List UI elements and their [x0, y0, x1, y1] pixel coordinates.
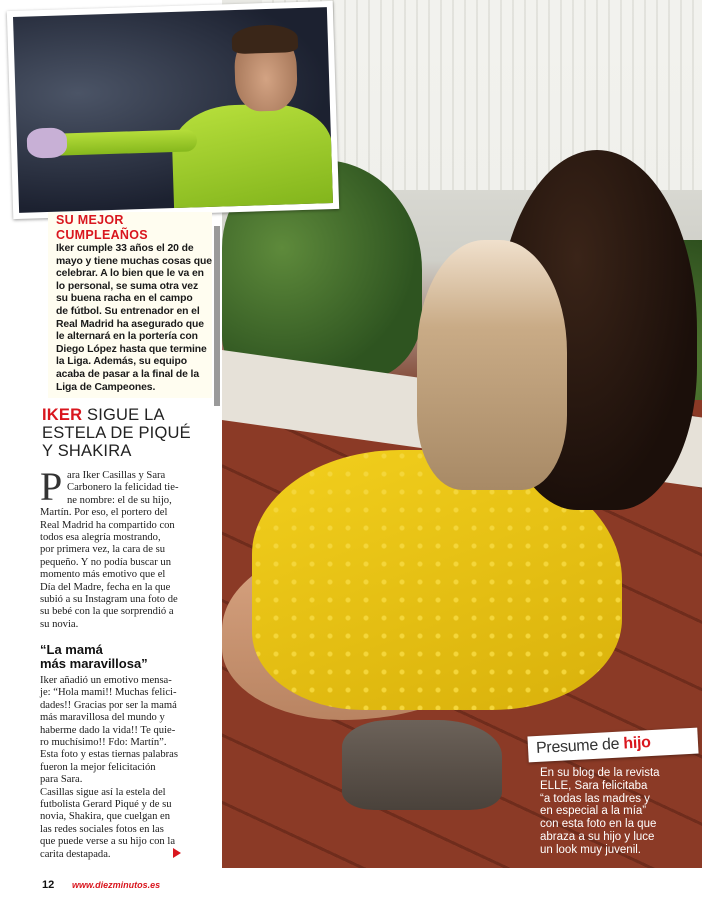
caption-tag-highlight: hijo	[622, 734, 652, 753]
subhead-line: “La mamá	[40, 642, 103, 657]
sidebar-text-line: Diego López hasta que termine	[56, 343, 207, 355]
sidebar-text-line: le alternará en la portería con	[56, 331, 198, 343]
article-line: Esta foto y estas tiernas palabras	[40, 749, 178, 761]
article-line: futbolista Gerard Piqué y de su	[40, 799, 172, 811]
caption-line: con esta foto en la que	[540, 818, 657, 831]
page-number: 12	[42, 879, 55, 891]
sidebar-text-line: mayo y tiene muchas cosas que	[56, 255, 212, 267]
caption-line: “a todas las madres y	[540, 792, 650, 805]
article-line: Casillas sigue así la estela del	[40, 786, 166, 798]
sidebar-text-line: Real Madrid ha asegurado que	[56, 318, 204, 330]
headline-highlight: IKER	[42, 406, 83, 424]
sidebar-text-line: acaba de pasar a la final de la	[56, 368, 200, 380]
caption-line: En su blog de la revista	[540, 767, 660, 779]
article-line: que puede verse a su hijo con la	[40, 836, 176, 848]
headline-line	[42, 406, 220, 424]
green-jersey	[171, 102, 333, 213]
caption-line: en especial a la mía”	[540, 805, 647, 818]
article-line: dades!! Gracias por ser la mamá	[40, 699, 177, 711]
article-body-continued	[40, 675, 186, 861]
article-line: subió a su Instagram una foto de	[40, 594, 178, 606]
player-head	[234, 30, 298, 112]
sidebar-text-line: su buena racha en el campo	[56, 293, 193, 305]
caption-line: un look muy juvenil.	[540, 843, 641, 856]
article-line: Día del Madre, fecha en la que	[40, 581, 171, 593]
headline-line: ESTELA DE PIQUÉ	[42, 424, 191, 442]
article-line: ro muchísimo!! Fdo: Martín”.	[40, 737, 167, 749]
sidebar-text-line: la Liga. Además, su equipo	[56, 356, 187, 368]
sidebar-box	[48, 212, 212, 398]
article-line: ara Iker Casillas y Sara	[67, 470, 166, 481]
inset-photo-frame	[7, 1, 339, 219]
caption-tag-text	[536, 734, 651, 758]
sidebar-title-line: SU MEJOR	[56, 213, 124, 227]
article-line: más maravillosa del mundo y	[40, 712, 165, 724]
caption-tag-prefix: Presume de	[535, 735, 624, 758]
article-line: todos esa alegría mostrando,	[40, 532, 161, 544]
caption-line: abraza a su hijo y luce	[540, 830, 655, 843]
goalkeeper-photo	[13, 7, 333, 213]
sidebar-text	[56, 243, 212, 394]
article-line: su bebé con la que sorprendió a	[40, 606, 174, 618]
sidebar-text-line: Liga de Campeones.	[56, 381, 156, 393]
sidebar-title	[56, 213, 216, 243]
pointing-arm	[47, 129, 198, 156]
article-line: Martín. Por eso, el portero del	[40, 507, 168, 519]
article-line: pequeño. Y no podía buscar un	[40, 556, 172, 568]
article-line: je: “Hola mami!! Muchas felici-	[40, 687, 177, 699]
article-line: las redes sociales fotos en las	[40, 823, 164, 835]
baby	[417, 240, 567, 490]
sidebar-text-line: celebrar. A lo bien que le va en	[56, 268, 204, 280]
article-headline	[42, 406, 220, 460]
article-line: Real Madrid ha compartido con	[40, 519, 175, 531]
article-body	[40, 464, 186, 631]
article-line: ne nombre: el de su hijo,	[67, 494, 172, 506]
article-line: por primera vez, la cara de su	[40, 544, 165, 556]
subhead-line: más maravillosa”	[40, 656, 148, 671]
article-line: su novia.	[40, 618, 79, 630]
headline-line1-rest: SIGUE LA	[82, 406, 165, 424]
article-line: carita destapada.	[40, 848, 111, 860]
sidebar-text-line: Iker cumple 33 años el 20 de	[56, 243, 194, 254]
sidebar-text-line: de fútbol. Su entrenador en el	[56, 305, 200, 317]
article-line: novia, Shakira, que cuelgan en	[40, 811, 171, 823]
article-line: Iker añadió un emotivo mensa-	[40, 675, 172, 686]
drop-cap: P	[40, 464, 63, 509]
caption-line: ELLE, Sara felicitaba	[540, 779, 648, 792]
article-subhead	[40, 643, 190, 671]
magazine-url: www.diezminutos.es	[72, 880, 161, 890]
headline-line: Y SHAKIRA	[42, 442, 132, 460]
article-line: momento más emotivo que el	[40, 569, 166, 581]
article-line: Carbonero la felicidad tie-	[67, 482, 179, 494]
glove	[27, 127, 68, 158]
boot	[342, 720, 502, 810]
article-line: haberme dado la vida!! Te quie-	[40, 724, 176, 736]
article-line: fueron la mejor felicitación	[40, 761, 156, 773]
continue-arrow-icon	[173, 848, 181, 858]
photo-caption	[540, 767, 700, 857]
sidebar-title-line: CUMPLEAÑOS	[56, 228, 148, 242]
sidebar-text-line: lo personal, se suma otra vez	[56, 280, 199, 292]
article-line: para Sara.	[40, 774, 83, 786]
